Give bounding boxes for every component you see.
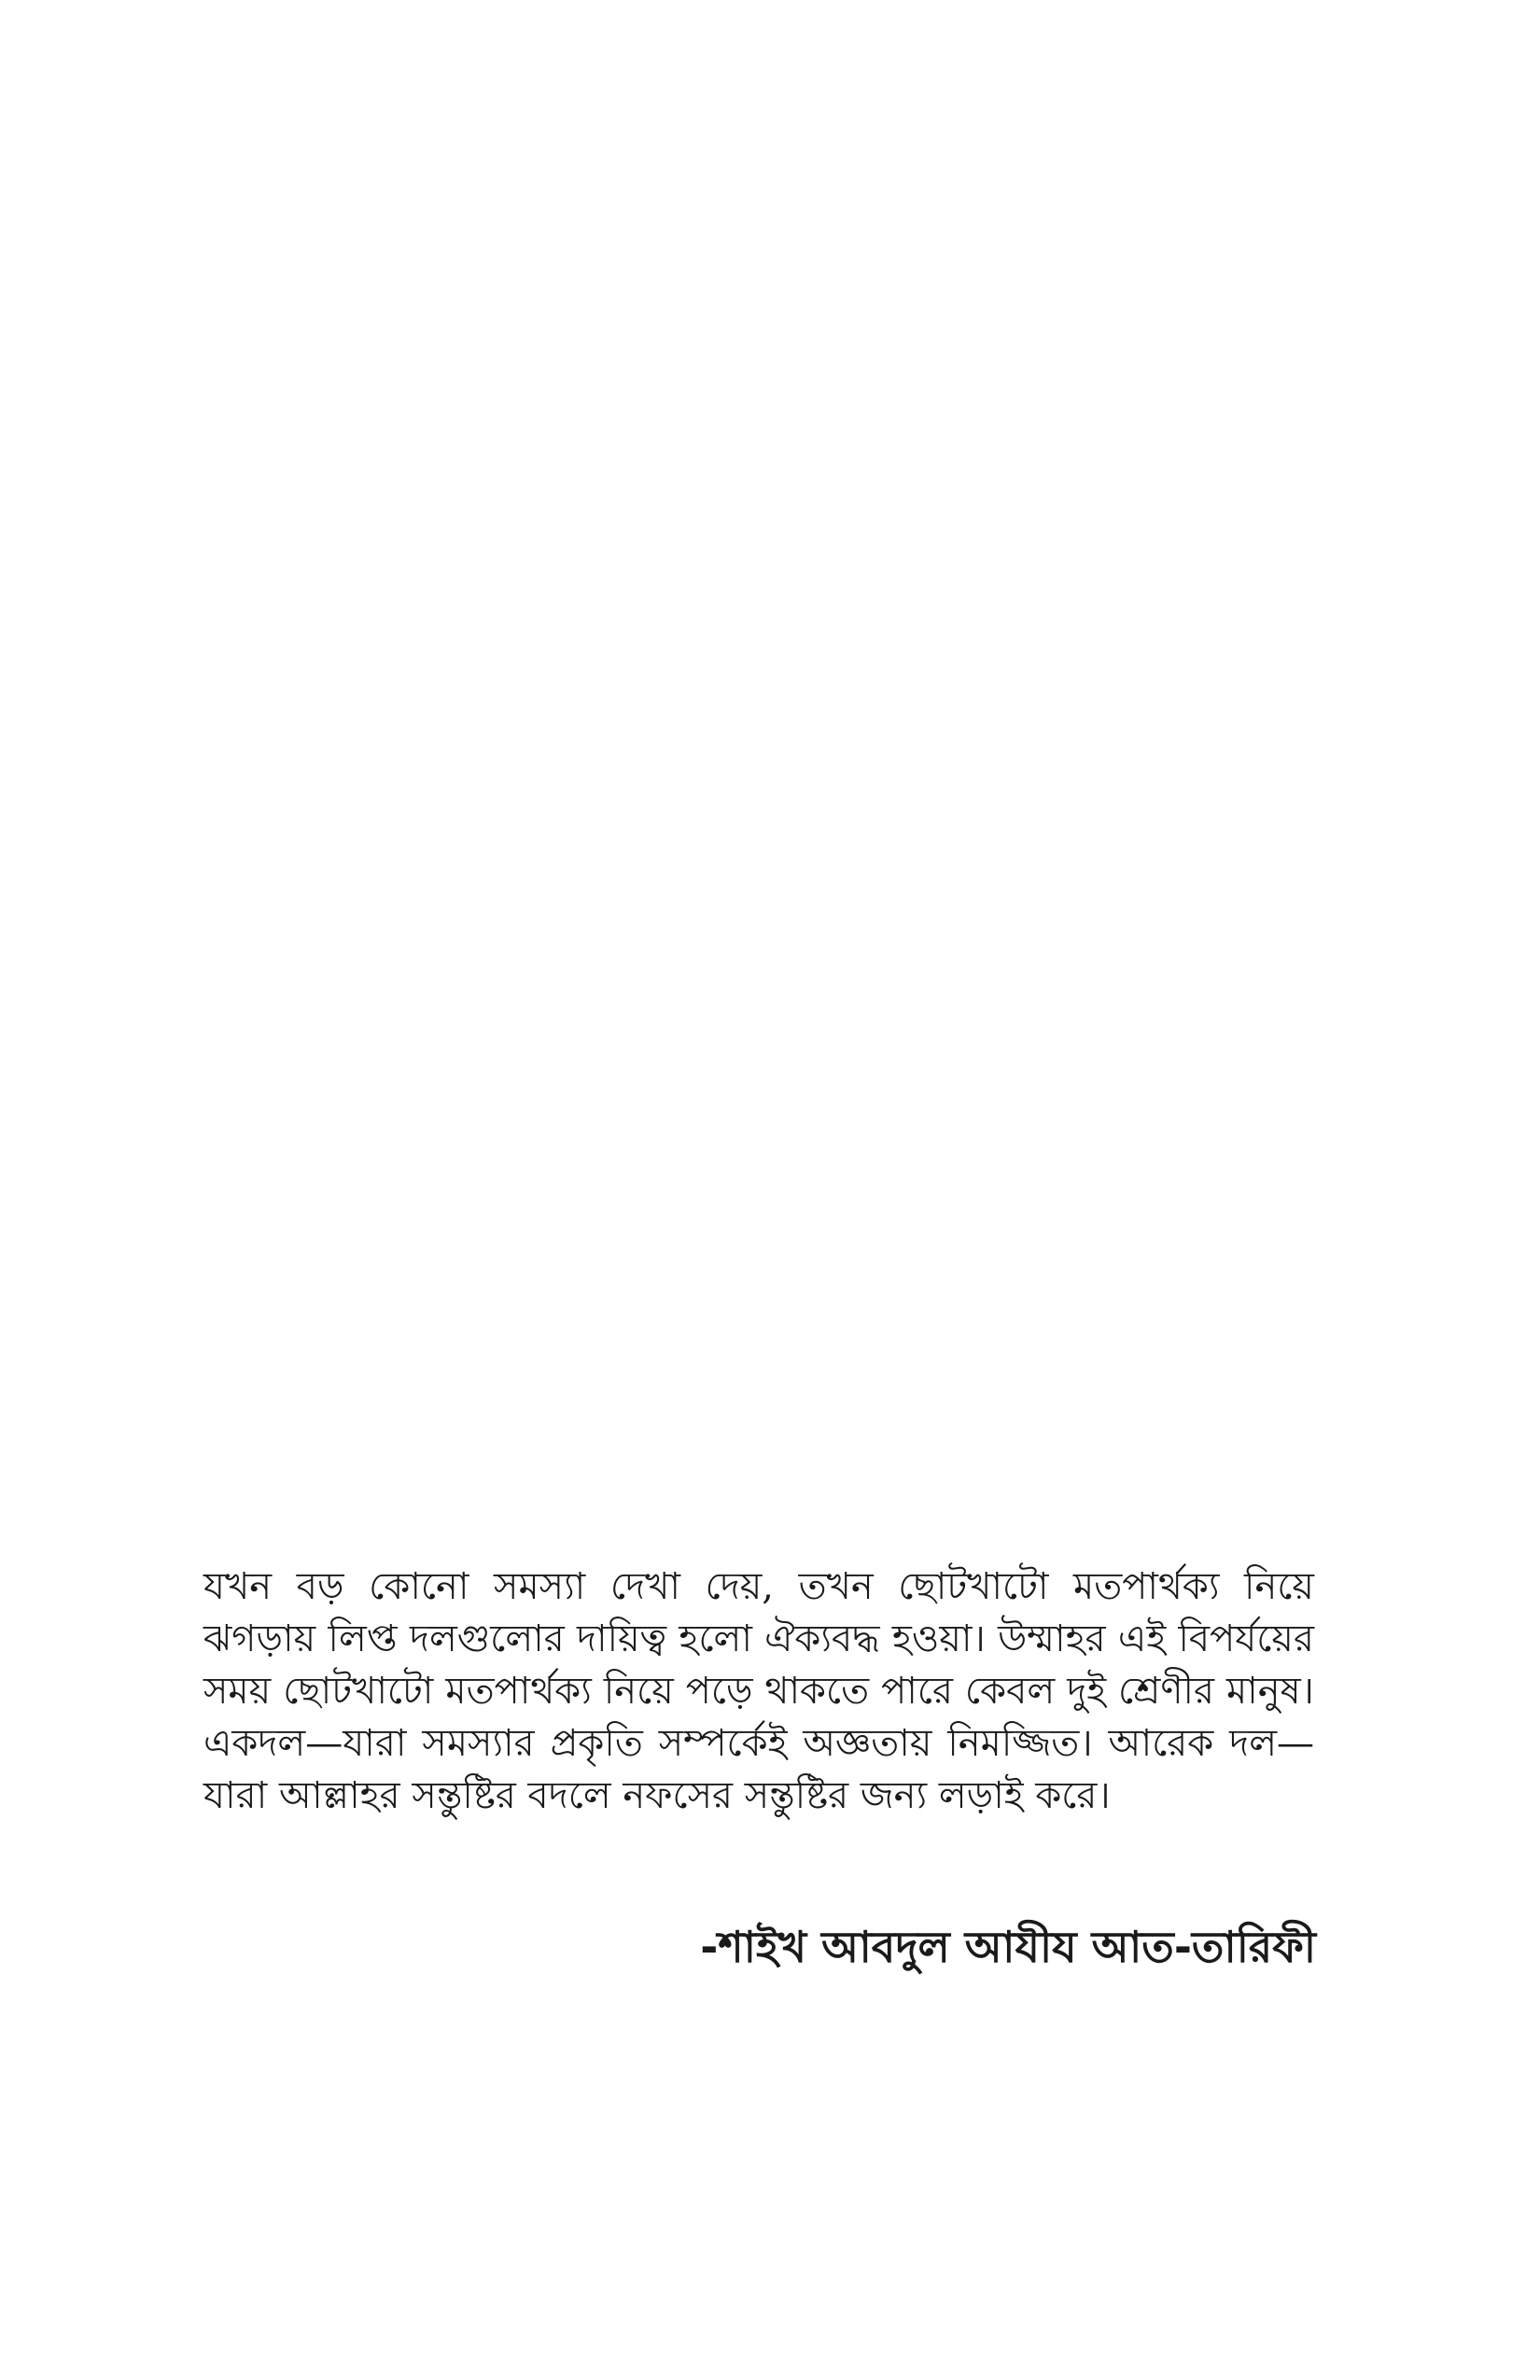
quote-paragraph: যখন বড় কোনো সমস্যা দেখা দেয়, তখন ছোটখাটো মতপার্থক্য নিয়ে ঝগড়ায় লিপ্ত দলগুলোর দায়িত্ব হলো ঐক্যবদ্ধ হওয়া। উম্মাহর এই বিপর্যয়ের সময় ছোটখাটো মতপার্থক্য নিয়ে পড়ে থাকতে পারে কেবল দুই শ্রেণীর মানুষ। একদল—যারা সমস্যার প্রকৃতি সম্পর্কেই অজ্ঞতায় নিমজ্জিত। আরেক দল— যারা আল্লাহর সন্তুষ্টির বদলে নফসের সন্তুষ্টির জন্য লড়াই করে।	[203, 1565, 1314, 1817]
quote-attribution: -শাইখ আবদুল আযীয আত-তারিফী	[700, 1922, 1316, 1972]
